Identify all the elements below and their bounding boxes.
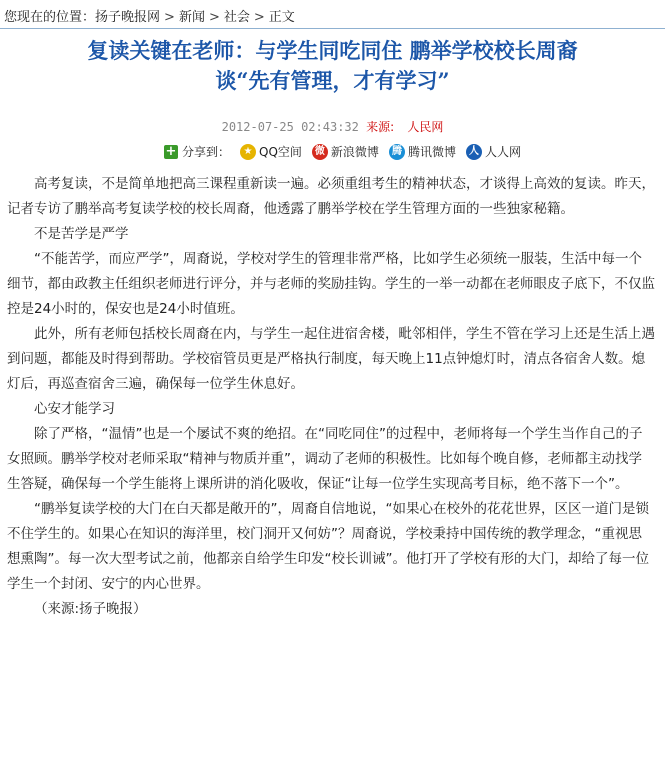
article-source-note: （来源:扬子晚报）	[34, 601, 147, 617]
share-bar	[164, 143, 521, 160]
share-tencent-weibo-label: 腾讯微博	[407, 145, 456, 159]
breadcrumb-link-news[interactable]: 新闻	[178, 10, 205, 25]
header-divider	[0, 28, 665, 29]
section-subheading: 不是苦学是严学	[34, 226, 129, 242]
source-label: 来源:	[366, 120, 395, 134]
article-title-line-1: 复读关键在老师：与学生同吃同住 鹏举学校校长周裔	[87, 38, 578, 63]
share-renren-label: 人人网	[484, 145, 521, 159]
share-tencent-weibo-button[interactable]	[389, 143, 456, 160]
article-paragraph: 高考复读，不是简单地把高三课程重新读一遍。必须重组考生的精神状态，才谈得上高效的复读。昨天，记者专访了鹏举高考复读学校的校长周裔，他透露了鹏举学校在学生管理方面的一些独家秘籍。	[7, 176, 655, 217]
renren-icon: 人	[466, 144, 482, 160]
source-name: 人民网	[407, 120, 444, 134]
breadcrumb-separator: >	[164, 10, 175, 25]
article-paragraph: 此外，所有老师包括校长周裔在内，与学生一起住进宿舍楼，毗邻相伴，学生不管在学习上还是生活上遇到问题，都能及时得到帮助。学校宿管员更是严格执行制度，每天晚上11点钟熄灯时，清点各宿舍人数。熄灯后，再巡查宿舍三遍，确保每一位学生休息好。	[7, 326, 655, 392]
sina-weibo-icon: 微	[312, 144, 328, 160]
breadcrumb-prefix: 您现在的位置：	[4, 10, 96, 25]
share-sina-weibo-button[interactable]	[312, 143, 379, 160]
article-meta	[0, 118, 665, 135]
article-body	[7, 172, 655, 622]
plus-icon[interactable]: +	[165, 143, 177, 159]
breadcrumb-link-society[interactable]: 社会	[223, 10, 250, 25]
share-sina-weibo-label: 新浪微博	[330, 145, 379, 159]
share-qzone-button[interactable]	[240, 143, 302, 160]
qzone-icon: ★	[240, 144, 256, 160]
article-paragraph: “鹏举复读学校的大门在白天都是敞开的”，周裔自信地说，“如果心在校外的花花世界，区区一道门是锁不住学生的。如果心在知识的海洋里，校门洞开又何妨”？周裔说，学校秉持中国传统的教学理念，“重视思想熏陶”。每一次大型考试之前，他都亲自给学生印发“校长训诫”。他打开了学校有形的大门，却给了每一位学生一个封闭、安宁的内心世界。	[7, 501, 649, 592]
article-paragraph: 除了严格，“温情”也是一个屡试不爽的绝招。在“同吃同住”的过程中，老师将每一个学生当作自己的子女照顾。鹏举学校对老师采取“精神与物质并重”，调动了老师的积极性。比如每个晚自修，老师都主动找学生答疑，确保每一个学生能将上课所讲的消化吸收，保证“让每一位学生实现高考目标，绝不落下一个”。	[7, 426, 643, 492]
breadcrumb-separator: >	[208, 10, 220, 25]
article-paragraph: “不能苦学，而应严学”，周裔说，学校对学生的管理非常严格，比如学生必须统一服装，生活中每一个细节，都由政教主任组织老师进行评分，并与老师的奖励挂钩。学生的一举一动都在老师眼皮子底下，不仅监控是24小时的，保安也是24小时值班。	[7, 251, 655, 317]
breadcrumb-link-yangtse[interactable]: 扬子晚报网	[95, 10, 161, 25]
tencent-weibo-icon: 腾	[389, 144, 405, 160]
section-subheading: 心安才能学习	[34, 401, 115, 417]
share-label: 分享到：	[182, 145, 231, 159]
breadcrumb-separator: >	[253, 10, 265, 25]
share-qzone-label: QQ空间	[259, 145, 302, 159]
breadcrumb	[4, 6, 295, 25]
share-renren-button[interactable]	[466, 143, 521, 160]
article-title-line-2: 谈“先有管理，才有学习”	[215, 68, 450, 93]
breadcrumb-current: 正文	[268, 10, 295, 25]
publish-datetime: 2012-07-25 02:43:32	[221, 120, 359, 134]
